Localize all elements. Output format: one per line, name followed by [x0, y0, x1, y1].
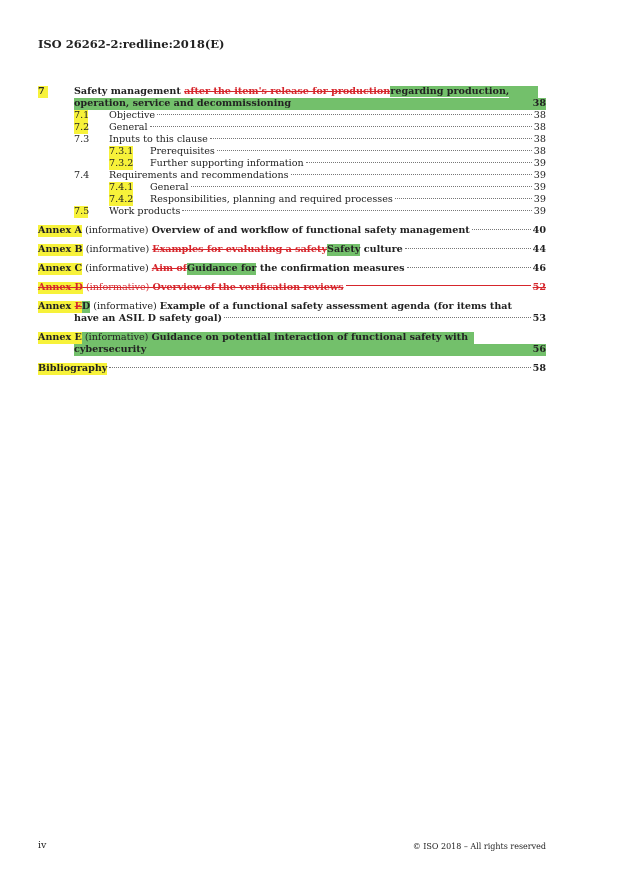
- toc-title: Work products: [109, 206, 181, 217]
- toc-number: 7.3: [74, 134, 90, 145]
- toc-page-number: 56: [532, 344, 546, 355]
- toc-page-number: 53: [532, 313, 546, 324]
- dot-leader: [109, 367, 530, 368]
- table-of-contents: [38, 86, 546, 375]
- toc-entry-annex-e-line2[interactable]: [74, 344, 546, 356]
- toc-number: 7.4: [74, 170, 90, 181]
- inserted-text: Safety: [327, 244, 361, 255]
- annex-informative: (informative): [90, 301, 160, 312]
- annex-label: Annex E: [38, 332, 82, 343]
- toc-entry-annex-d[interactable]: [38, 301, 546, 313]
- annex-label: [38, 301, 82, 313]
- toc-title: Guidance on potential interaction of functional safety with: [151, 332, 469, 343]
- annex-informative: (informative): [82, 244, 153, 255]
- toc-entry-7-4[interactable]: [38, 170, 546, 182]
- deleted-text: after the item's release for production: [184, 86, 391, 97]
- toc-number: 7.4.2: [109, 194, 134, 205]
- toc-entry-bibliography[interactable]: [38, 363, 546, 375]
- deleted-text: Examples for evaluating a safety: [152, 244, 328, 255]
- toc-page-number: 38: [533, 110, 546, 121]
- dot-leader: [191, 186, 532, 187]
- toc-entry-7-3[interactable]: [38, 134, 546, 146]
- toc-page-number: 39: [533, 206, 546, 217]
- annex-label: Annex A: [38, 225, 83, 236]
- toc-title: Example of a functional safety assessment agenda (for items that: [159, 301, 512, 312]
- toc-page-number: 39: [533, 194, 546, 205]
- toc-title: Responsibilities, planning and required processes: [150, 194, 393, 205]
- toc-title: Objective: [109, 110, 156, 121]
- toc-page-number: 38: [533, 134, 546, 145]
- toc-page-number: 52: [532, 282, 546, 293]
- toc-title-text: Safety management: [74, 86, 185, 97]
- dot-leader: [150, 126, 532, 127]
- toc-title: Bibliography: [38, 363, 108, 374]
- toc-entry-7-3-1[interactable]: [38, 146, 546, 158]
- copyright-notice: © ISO 2018 – All rights reserved: [412, 842, 546, 851]
- annex-informative: (informative): [82, 263, 152, 274]
- deleted-text: E: [74, 301, 82, 312]
- toc-title: Overview of the verification reviews: [152, 282, 344, 293]
- toc-page-number: 38: [533, 146, 546, 157]
- toc-title: Inputs to this clause: [109, 134, 208, 145]
- toc-number: 7.4.1: [109, 182, 134, 193]
- toc-title: Further supporting information: [150, 158, 304, 169]
- inserted-text: regarding production,: [390, 86, 510, 97]
- dot-leader: [407, 267, 531, 268]
- toc-title: Prerequisites: [150, 146, 215, 157]
- page-number-roman: iv: [38, 840, 47, 851]
- toc-page-number: 39: [533, 170, 546, 181]
- inserted-text: D: [81, 301, 91, 312]
- dot-leader: [182, 210, 531, 211]
- toc-page-number: 39: [533, 182, 546, 193]
- annex-label: Annex C: [38, 263, 83, 274]
- toc-entry-annex-e[interactable]: [38, 332, 546, 344]
- toc-title: Requirements and recommendations: [109, 170, 289, 181]
- dot-leader: [157, 114, 532, 115]
- annex-informative: (informative): [82, 225, 152, 236]
- toc-number: 7.2: [74, 122, 90, 133]
- toc-page-number: 39: [533, 158, 546, 169]
- toc-title: General: [109, 122, 148, 133]
- annex-informative: (informative): [81, 332, 152, 343]
- toc-entry-clause-7-line2[interactable]: [74, 98, 546, 110]
- toc-number: 7.5: [74, 206, 90, 217]
- dot-leader: [405, 248, 531, 249]
- toc-number: 7: [38, 86, 48, 98]
- dot-leader: [472, 229, 531, 230]
- annex-label-text: Annex: [38, 301, 75, 312]
- toc-entry-7-3-2[interactable]: [38, 158, 546, 170]
- annex-label: Annex B: [38, 244, 83, 255]
- toc-entry-annex-b[interactable]: [38, 244, 546, 256]
- toc-number: 7.1: [74, 110, 90, 121]
- document-id-header: ISO 26262-2:redline:2018(E): [38, 37, 225, 51]
- toc-entry-annex-c[interactable]: [38, 263, 546, 275]
- toc-page-number: 38: [532, 98, 546, 109]
- toc-entry-7-5[interactable]: [38, 206, 546, 218]
- toc-entry-7-4-1[interactable]: [38, 182, 546, 194]
- toc-entry-annex-d-line2[interactable]: [38, 313, 546, 325]
- toc-entry-7-4-2[interactable]: [38, 194, 546, 206]
- toc-title: [74, 86, 509, 98]
- toc-entry-7-2[interactable]: [38, 122, 546, 134]
- toc-entry-clause-7[interactable]: [38, 86, 546, 98]
- toc-number: 7.3.2: [109, 158, 134, 169]
- toc-title-continued: have an ASIL D safety goal): [74, 313, 223, 324]
- toc-title: culture: [360, 244, 403, 255]
- dot-leader: [306, 162, 532, 163]
- toc-title: the confirmation measures: [256, 263, 405, 274]
- inserted-text: Guidance for: [186, 263, 257, 274]
- dot-leader: [224, 317, 531, 318]
- toc-title-continued: cybersecurity: [74, 344, 147, 355]
- toc-page-number: 38: [533, 122, 546, 133]
- annex-informative: (informative): [82, 282, 153, 293]
- toc-number: 7.3.1: [109, 146, 134, 157]
- toc-entry-annex-a[interactable]: [38, 225, 546, 237]
- toc-page-number: 40: [532, 225, 546, 236]
- deleted-text: Aim of: [151, 263, 187, 274]
- toc-page-number: 46: [532, 263, 546, 274]
- annex-label: Annex D: [38, 282, 83, 293]
- toc-entry-annex-d-deleted[interactable]: [38, 282, 546, 294]
- dot-leader: [217, 150, 532, 151]
- dot-leader: [395, 198, 532, 199]
- dot-leader: [210, 138, 532, 139]
- toc-page-number: 44: [532, 244, 546, 255]
- toc-entry-7-1[interactable]: [38, 110, 546, 122]
- toc-page-number: 58: [532, 363, 546, 374]
- dot-leader: [291, 174, 532, 175]
- toc-title: General: [150, 182, 189, 193]
- toc-title-continued: operation, service and decommissioning: [74, 98, 292, 109]
- toc-title: Overview of and workflow of functional safety management: [151, 225, 470, 236]
